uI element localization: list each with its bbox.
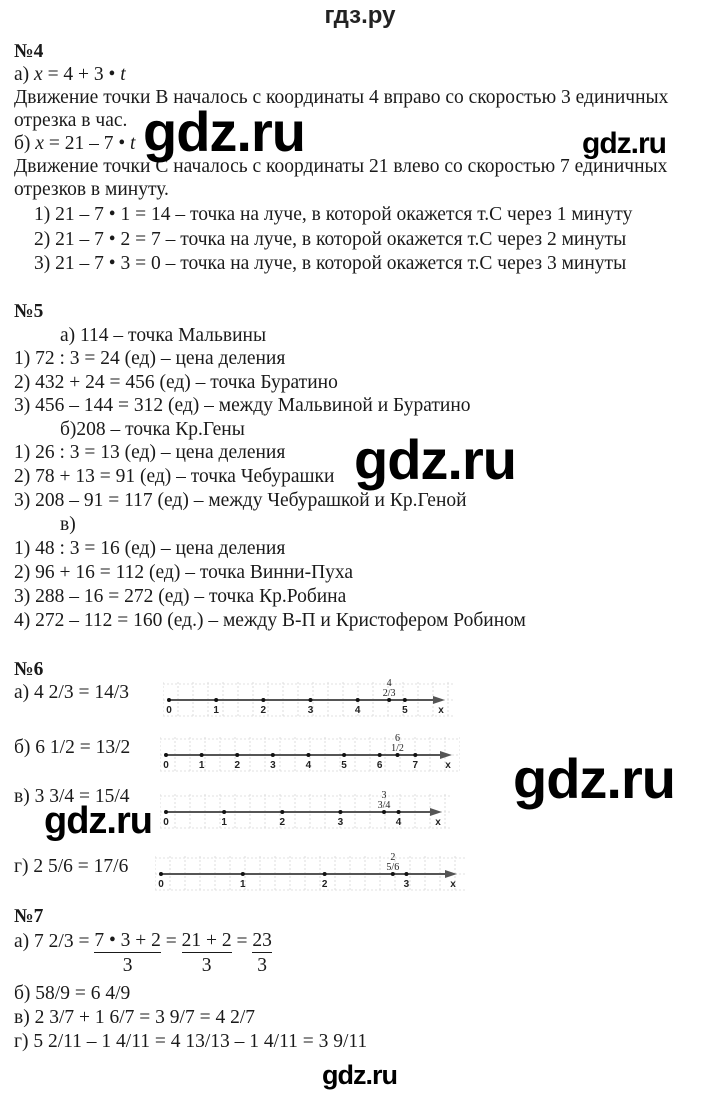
task5-title: №5	[14, 301, 44, 322]
svg-text:6: 6	[395, 733, 401, 744]
watermark: gdz.ru	[582, 127, 666, 160]
svg-text:3: 3	[337, 817, 344, 828]
svg-text:x: x	[450, 879, 456, 890]
task5-step: 2) 96 + 16 = 112 (ед) – точка Винни-Пуха	[14, 562, 354, 583]
task5-step: 2) 432 + 24 = 456 (ед) – точка Буратино	[14, 372, 338, 393]
task7-d: г) 5 2/11 – 1 4/11 = 4 13/13 – 1 4/11 = 3 9/11	[14, 1031, 368, 1052]
watermark: gdz.ru	[44, 800, 152, 842]
task6-b-label: б) 6 1/2 = 13/2	[14, 737, 131, 758]
svg-text:0: 0	[163, 760, 169, 771]
watermark: gdz.ru	[143, 100, 305, 163]
svg-text:2: 2	[279, 817, 286, 828]
svg-text:2/3: 2/3	[382, 688, 396, 699]
task5-step: 3) 456 – 144 = 312 (ед) – между Мальвиной и Буратино	[14, 395, 471, 416]
task4-a-formula: а) x = 4 + 3 • t	[14, 64, 126, 85]
task7-b: б) 58/9 = 6 4/9	[14, 983, 131, 1004]
svg-text:5: 5	[402, 705, 408, 716]
svg-text:4: 4	[354, 705, 361, 716]
svg-text:x: x	[435, 817, 441, 828]
number-line-b	[160, 733, 460, 775]
task4-a-desc-1: Движение точки В началось с координаты 4 вправо со скоростью 3 единичных	[14, 87, 669, 108]
svg-text:x: x	[445, 760, 451, 771]
task4-title: №4	[14, 41, 44, 62]
fraction: $\frac{21 + 2}{3}$	[181, 930, 232, 976]
svg-text:4: 4	[305, 760, 312, 771]
svg-text:x: x	[438, 705, 444, 716]
number-line-c	[160, 790, 450, 832]
svg-text:5/6: 5/6	[386, 862, 400, 873]
footer-watermark: gdz.ru	[322, 1060, 397, 1090]
task7-c: в) 2 3/7 + 1 6/7 = 3 9/7 = 4 2/7	[14, 1007, 255, 1028]
watermark: gdz.ru	[354, 428, 516, 491]
task5-step: 1) 48 : 3 = 16 (ед) – цена деления	[14, 538, 286, 559]
svg-text:6: 6	[376, 760, 383, 771]
svg-text:1: 1	[198, 760, 205, 771]
task5-step: 3) 208 – 91 = 117 (ед) – между Чебурашкой и Кр.Геной	[14, 490, 467, 511]
task4-a-desc-2: отрезка в час.	[14, 110, 128, 131]
task5-c-label: в)	[60, 514, 76, 535]
task4-b-desc-2: отрезков в минуту.	[14, 179, 169, 200]
task6-title: №6	[14, 659, 44, 680]
task4-step: 3) 21 – 7 • 3 = 0 – точка на луче, в которой окажется т.С через 3 минуты	[34, 253, 627, 274]
svg-text:2: 2	[234, 760, 241, 771]
svg-text:7: 7	[412, 760, 419, 771]
task4-step: 1) 21 – 7 • 1 = 14 – точка на луче, в которой окажется т.С через 1 минуту	[34, 204, 633, 225]
task4-step: 2) 21 – 7 • 2 = 7 – точка на луче, в которой окажется т.С через 2 минуты	[34, 229, 627, 250]
svg-text:3/4: 3/4	[377, 800, 391, 811]
site-title: гдз.ру	[324, 2, 396, 29]
fraction: $\frac{23}{3}$	[252, 930, 272, 976]
task6-c-label: в) 3 3/4 = 15/4	[14, 786, 130, 807]
svg-text:0: 0	[158, 879, 164, 890]
task5-step: 1) 72 : 3 = 24 (ед) – цена деления	[14, 348, 286, 369]
svg-text:3: 3	[307, 705, 314, 716]
svg-text:0: 0	[166, 705, 172, 716]
svg-text:1: 1	[240, 879, 246, 890]
svg-text:3: 3	[270, 760, 276, 771]
svg-text:2: 2	[260, 705, 267, 716]
watermark: gdz.ru	[513, 747, 675, 810]
task5-a-label: а) 114 – точка Мальвины	[60, 325, 267, 346]
number-line-d	[155, 852, 465, 894]
task5-step: 4) 272 – 112 = 160 (ед.) – между В-П и Кристофером Робином	[14, 610, 526, 631]
svg-text:1: 1	[221, 817, 227, 828]
svg-text:0: 0	[163, 817, 169, 828]
svg-text:1: 1	[213, 705, 219, 716]
task4-b-formula: б) x = 21 – 7 • t	[14, 133, 136, 154]
svg-text:4: 4	[386, 678, 392, 689]
task6-d-label: г) 2 5/6 = 17/6	[14, 856, 129, 877]
task5-step: 2) 78 + 13 = 91 (ед) – точка Чебурашки	[14, 466, 335, 487]
svg-text:5: 5	[341, 760, 347, 771]
number-line-a	[163, 678, 453, 720]
svg-text:2: 2	[321, 879, 328, 890]
task4-b-desc-1: Движение точки С началось с координаты 21 влево со скоростью 7 единичных	[14, 156, 668, 177]
fraction: $\frac{7 • 3 + 2}{3}$	[94, 930, 161, 976]
task5-step: 1) 26 : 3 = 13 (ед) – цена деления	[14, 442, 286, 463]
svg-text:3: 3	[381, 790, 387, 801]
task6-a-label: а) 4 2/3 = 14/3	[14, 682, 129, 703]
task7-a-equation: а) 7 2/3 = $\frac{7 • 3 + 2}{3}$ = $\frac{21 + 2}{3}$ = $\frac{23}{3}$	[14, 930, 272, 979]
svg-text:3: 3	[403, 879, 410, 890]
svg-text:4: 4	[395, 817, 402, 828]
task5-b-label: б)208 – точка Кр.Гены	[60, 419, 245, 440]
task5-step: 3) 288 – 16 = 272 (ед) – точка Кр.Робина	[14, 586, 347, 607]
svg-text:2: 2	[390, 852, 396, 863]
task7-title: №7	[14, 906, 44, 927]
svg-text:1/2: 1/2	[391, 743, 404, 754]
